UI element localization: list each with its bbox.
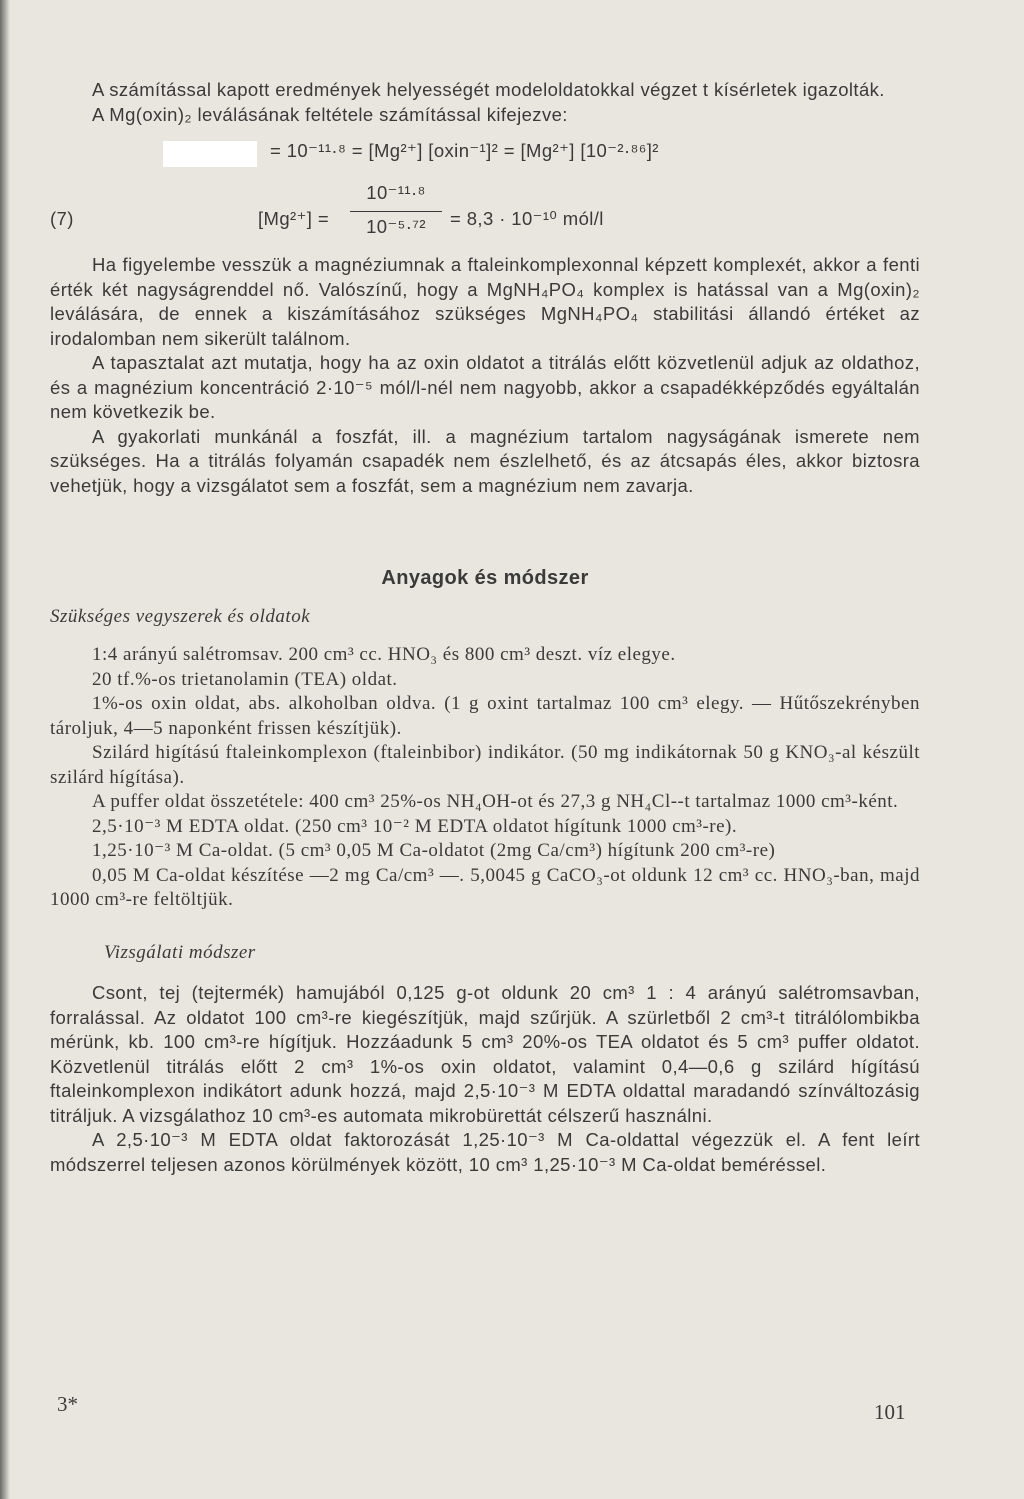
fraction-numerator: 10⁻¹¹·⁸ [366,182,426,203]
equation-7-fraction [350,173,442,242]
reagent-item: 0,05 M Ca-oldat készítése —2 mg Ca/cm³ —. 5,0045 g CaCO₃-ot oldunk 12 cm³ cc. HNO₃-ban, majd 1000 cm³-re feltöltjük. [50,864,920,910]
reagent-item: 1,25·10⁻³ M Ca-oldat. (5 cm³ 0,05 M Ca-oldatot (2mg Ca/cm³) hígítunk 200 cm³-re) [92,840,776,861]
reagent-item: 20 tf.%-os trietanolamin (TEA) oldat. [92,668,398,690]
equation-number: (7) [50,208,74,229]
signature-mark: 3* [57,1392,78,1416]
reagent-item: Szilárd higítású ftaleinkomplexon (ftaleinbibor) indikátor. (50 mg indikátornak 50 g KNO₃-al készült szilárd hígítása). [50,742,920,788]
page-text [50,78,920,1177]
equation-7-lhs: [Mg²⁺] = [258,208,330,229]
fraction-denominator: 10⁻⁵·⁷² [366,216,426,237]
reagent-item: 1%-os oxin oldat, abs. alkoholban oldva. (1 g oxint tartalmaz 100 cm³ elegy. — Hűtőszekrényben tároljuk, 4—5 naponként frissen készítjük). [50,693,920,739]
reagent-item: 1:4 arányú salétromsav. 200 cm³ cc. HNO₃ és 800 cm³ deszt. víz elegye. [92,644,676,665]
body-paragraph-1: Ha figyelembe vesszük a magnéziumnak a ftaleinkomplexonnal képzett komplexét, akkor a fenti érték két nagyságrenddel nő. Valószínű, hogy a MgNH₄PO₄ komplex is hatással van a Mg(oxin)₂ leválására, de ennek a kiszámításához szükséges MgNH₄PO₄ stabilitási állandó értéket az irodalomban nem sikerült találnom. [50,254,920,349]
equation-1-rhs: = 10⁻¹¹·⁸ = [Mg²⁺] [oxin⁻¹]² = [Mg²⁺] [10⁻²·⁸⁶]² [270,140,659,161]
method-paragraph-1: Csont, tej (tejtermék) hamujából 0,125 g-ot oldunk 20 cm³ 1 : 4 arányú salétromsavban, forralással. Az oldatot 100 cm³-re kiegészítjük, majd szűrjük. A szürletből 2 cm³-t titrálólombikba mérünk, kb. 100 cm³-re hígítjuk. Hozzáadunk 5 cm³ 20%-os TEA oldatot és 5 cm³ puffer oldatot. Közvetlenül titrálás előtt 2 cm³ 1%-os oxin oldatot, valamint 0,4—0,6 g szilárd hígítású ftaleinkomplexon indikátort adunk hozzá, majd 2,5·10⁻³ M EDTA oldattal maradandó színváltozásig titráljuk. A vizsgálathoz 10 cm³-es automata mikrobürettát célszerű használni. [50,982,920,1126]
intro-paragraph-2: A Mg(oxin)₂ leválásának feltétele számítással kifejezve: [92,103,568,125]
equation-7-result: = 8,3 · 10⁻¹⁰ mól/l [450,208,604,229]
equation-7 [50,173,920,253]
body-paragraph-2: A tapasztalat azt mutatja, hogy ha az oxin oldatot a titrálás előtt közvetlenül adjuk az oldathoz, és a magnézium koncentráció 2·10⁻⁵ mól/l-nél nem nagyobb, akkor a csapadékképződés egyáltalán nem következik be. [50,352,920,422]
reagent-item: A puffer oldat összetétele: 400 cm³ 25%-os NH₄OH-ot és 27,3 g NH₄Cl--t tartalmaz 1000 cm³-ként. [92,791,899,812]
section-title: Anyagok és módszer [381,567,589,589]
body-paragraph-3: A gyakorlati munkánál a foszfát, ill. a magnézium tartalom nagyságának ismerete nem szükséges. Ha a titrálás folyamán csapadék nem észlelhető, és az átcsapás éles, akkor biztosra vehetjük, hogy a vizsgálatot sem a foszfát, sem a magnézium nem zavarja. [50,425,920,496]
reagent-item: 2,5·10⁻³ M EDTA oldat. (250 cm³ 10⁻² M EDTA oldatot hígítunk 1000 cm³-re). [92,815,738,837]
method-paragraph-2: A 2,5·10⁻³ M EDTA oldat faktorozását 1,25·10⁻³ M Ca-oldattal végezzük el. A fent leírt módszerrel teljesen azonos körülmények között, 10 cm³ 1,25·10⁻³ M Ca-oldat beméréssel. [50,1129,920,1175]
book-spine-shadow [0,0,10,1499]
method-heading: Vizsgálati módszer [104,941,256,963]
reagents-heading: Szükséges vegyszerek és oldatok [50,605,311,627]
equation-solubility [50,139,920,173]
intro-paragraph-1: A számítással kapott eredmények helyességét modeloldatokkal végzet t kísérletek igazolták. [92,79,885,100]
reagents-list [50,643,920,913]
method-text [50,981,920,1177]
redacted-box [163,141,257,167]
page-number: 101 [874,1400,906,1424]
